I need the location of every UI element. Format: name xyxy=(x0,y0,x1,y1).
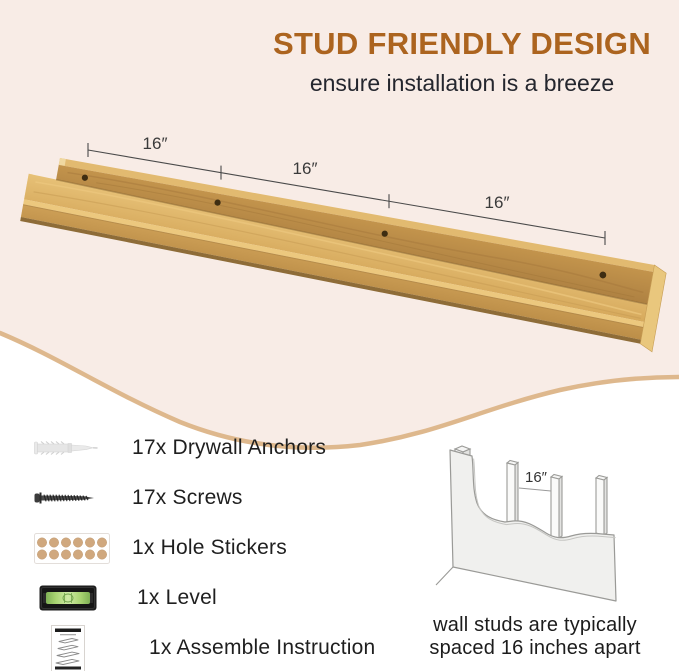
floor-line xyxy=(436,567,453,585)
level-icon xyxy=(34,585,123,611)
list-item xyxy=(34,523,364,573)
assemble-instruction-icon xyxy=(34,625,135,671)
part-label: 17x Drywall Anchors xyxy=(132,436,327,459)
stud-caption xyxy=(410,614,660,661)
dimension-label-2: 16″ xyxy=(292,159,318,178)
drywall-anchor-icon xyxy=(34,437,118,459)
part-label: 17x Screws xyxy=(132,486,243,509)
part-label: 1x Assemble Instruction xyxy=(149,636,376,659)
dimension-label-1: 16″ xyxy=(142,134,168,153)
list-item xyxy=(34,623,376,671)
header xyxy=(256,26,668,97)
hole-stickers-icon xyxy=(34,533,118,564)
stud-caption-line-1: wall studs are typically xyxy=(433,614,637,636)
stud-spacing-line xyxy=(519,488,551,491)
page-title: STUD FRIENDLY DESIGN xyxy=(272,26,652,61)
stud-spacing-label: 16″ xyxy=(525,469,547,486)
part-label: 1x Level xyxy=(137,586,217,609)
screw-icon xyxy=(34,491,118,505)
list-item xyxy=(34,423,364,473)
dimension-label-3: 16″ xyxy=(484,193,510,212)
list-item xyxy=(34,473,364,523)
part-label: 1x Hole Stickers xyxy=(132,536,287,559)
list-item xyxy=(34,573,364,623)
parts-list xyxy=(34,423,376,671)
stud-caption-line-2: spaced 16 inches apart xyxy=(429,637,641,660)
stud-wall-illustration xyxy=(436,446,616,601)
page-subtitle: ensure installation is a breeze xyxy=(309,69,615,96)
